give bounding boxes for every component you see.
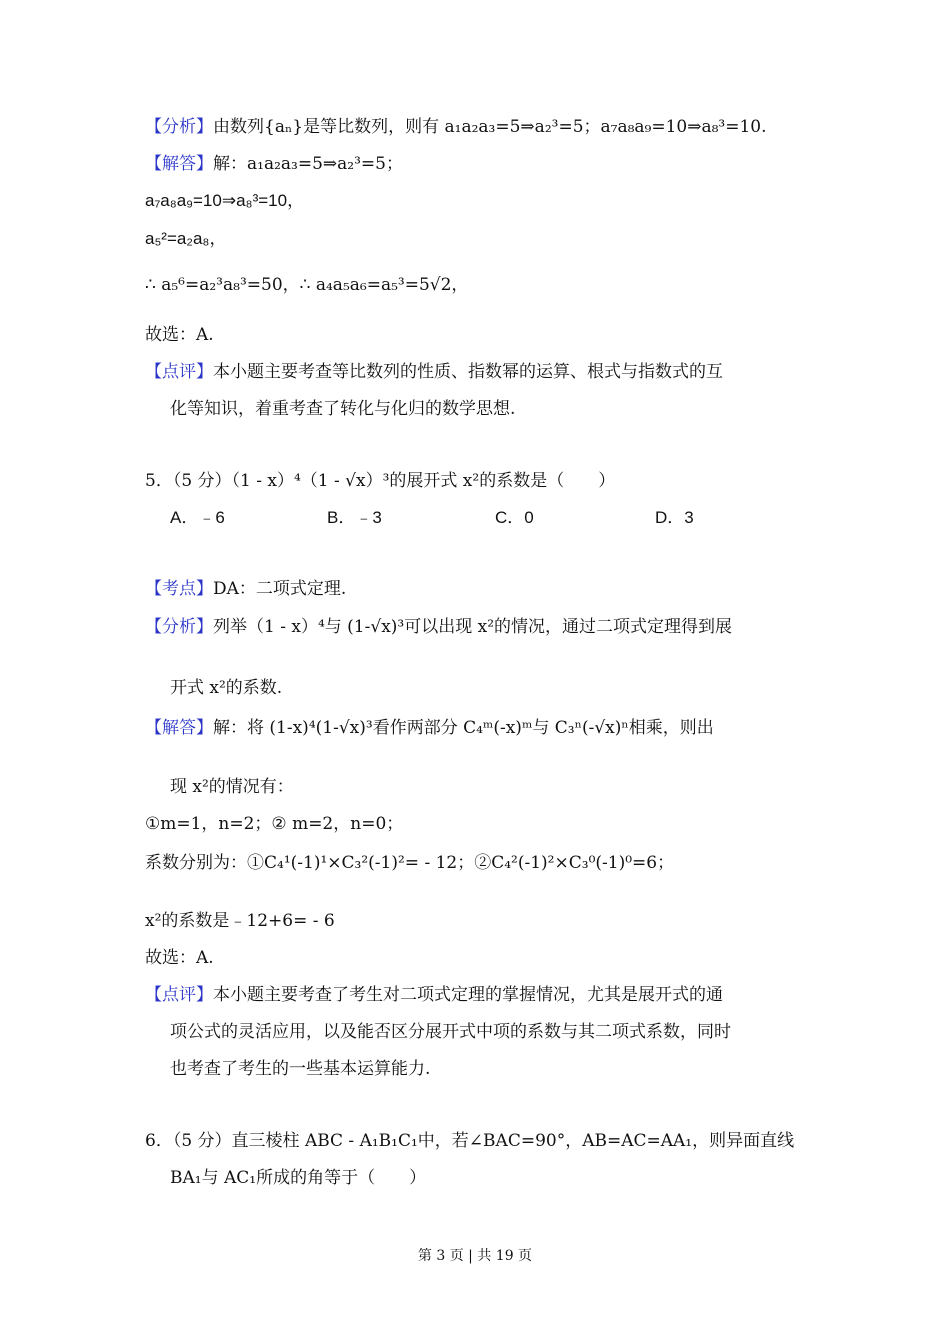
- q5-point: 【考点】DA：二项式定理.: [145, 579, 347, 599]
- q6-question: 6．（5 分）直三棱柱 ABC - A₁B₁C₁中，若∠BAC=90°，AB=AC=AA₁，则异面直线: [145, 1131, 795, 1151]
- q4-choice: 故选：A.: [145, 325, 214, 345]
- q6-question-line: BA₁与 AC₁所成的角等于（ ）: [170, 1168, 427, 1188]
- option-a: A．﹣6: [170, 508, 225, 527]
- comment-tag: 【点评】: [145, 985, 213, 1005]
- answer-tag: 【解答】: [145, 718, 213, 738]
- q4-answer: 【解答】解：a₁a₂a₃=5⇒a₂³=5；: [145, 154, 403, 174]
- q5-comment: 【点评】本小题主要考查了考生对二项式定理的掌握情况，尤其是展开式的通: [145, 985, 723, 1005]
- q4-answer-line: ∴ a₅⁶=a₂³a₈³=50，∴ a₄a₅a₆=a₅³=5√2，: [145, 275, 469, 295]
- q4-comment-line: 化等知识，着重考查了转化与化归的数学思想.: [170, 399, 516, 419]
- q5-choice: 故选：A.: [145, 948, 214, 968]
- point-tag: 【考点】: [145, 579, 213, 599]
- option-d: D．3: [655, 508, 694, 527]
- option-c: C．0: [495, 508, 534, 527]
- q5-analysis: 【分析】列举（1 - x）⁴与 (1-√x)³可以出现 x²的情况，通过二项式定理得到展: [145, 617, 733, 637]
- q5-question: 5．（5 分）（1 - x）⁴（1 - √x）³的展开式 x²的系数是（ ）: [145, 471, 616, 491]
- option-b: B．﹣3: [327, 508, 382, 527]
- q5-answer-line: x²的系数是﹣12+6= - 6: [145, 911, 335, 931]
- q5-comment-line: 项公式的灵活应用，以及能否区分展开式中项的系数与其二项式系数，同时: [170, 1022, 731, 1042]
- q5-answer-line: 现 x²的情况有：: [170, 777, 294, 797]
- page-footer: 第 3 页 | 共 19 页: [417, 1248, 533, 1264]
- q5-comment-line: 也考查了考生的一些基本运算能力.: [170, 1059, 431, 1079]
- comment-tag: 【点评】: [145, 362, 213, 382]
- q5-answer-line: 系数分别为：①C₄¹(-1)¹×C₃²(-1)²= - 12；②C₄²(-1)²×C₃⁰(-1)⁰=6；: [145, 853, 675, 873]
- answer-tag: 【解答】: [145, 154, 213, 174]
- q5-answer-line: ①m=1，n=2；② m=2，n=0；: [145, 814, 404, 834]
- q5-analysis-line: 开式 x²的系数.: [170, 678, 283, 698]
- q4-analysis: 【分析】由数列{aₙ}是等比数列，则有 a₁a₂a₃=5⇒a₂³=5；a₇a₈a₉=10⇒a₈³=10.: [145, 117, 767, 137]
- q4-answer-line: a₇a₈a₉=10⇒a₈³=10，: [145, 191, 305, 210]
- analysis-tag: 【分析】: [145, 117, 213, 137]
- q4-comment: 【点评】本小题主要考查等比数列的性质、指数幂的运算、根式与指数式的互: [145, 362, 723, 382]
- q5-answer: 【解答】解：将 (1-x)⁴(1-√x)³看作两部分 C₄ᵐ(-x)ᵐ与 C₃ⁿ(-√x)ⁿ相乘，则出: [145, 718, 714, 738]
- analysis-tag: 【分析】: [145, 617, 213, 637]
- q4-answer-line: a₅²=a₂a₈，: [145, 229, 227, 248]
